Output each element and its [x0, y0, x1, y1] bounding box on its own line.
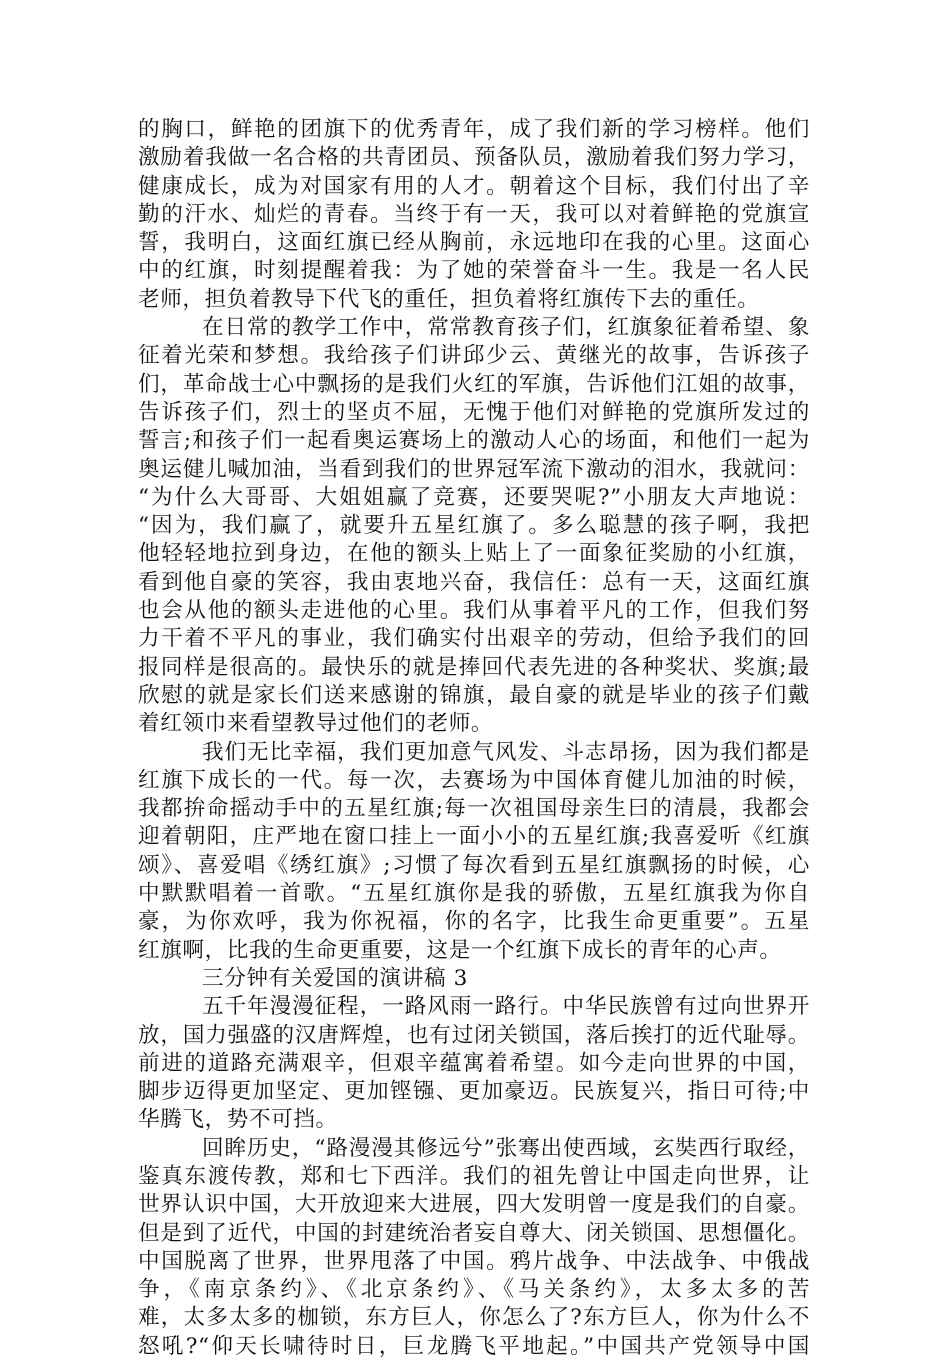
text-line: 回眸历史，“路漫漫其修远兮”张骞出使西域，玄奘西行取经， [202, 1135, 810, 1161]
text-line: “因为，我们赢了，就要升五星红旗了。多么聪慧的孩子啊，我把 [138, 513, 810, 539]
text-line: 前进的道路充满艰辛，但艰辛蕴寓着希望。如今走向世界的中国， [138, 1050, 810, 1076]
document-body-text [138, 116, 810, 1361]
text-line: 他轻轻地拉到身边，在他的额头上贴上了一面象征奖励的小红旗， [138, 541, 810, 567]
text-line: 的胸口，鲜艳的团旗下的优秀青年，成了我们新的学习榜样。他们 [138, 117, 810, 142]
text-line: 力干着不平凡的事业，我们确实付出艰辛的劳动，但给予我们的回 [138, 626, 810, 652]
text-line: 华腾飞，势不可挡。 [138, 1107, 338, 1133]
text-line: 红旗下成长的一代。每一次，去赛场为中国体育健儿加油的时候， [138, 767, 810, 793]
text-line: 告诉孩子们，烈士的坚贞不屈，无愧于他们对鲜艳的党旗所发过的 [138, 399, 810, 425]
text-line: 我们无比幸福，我们更加意气风发、斗志昂扬，因为我们都是 [202, 739, 810, 765]
text-line: 报同样是很高的。最快乐的就是捧回代表先进的各种奖状、奖旗;最 [138, 654, 810, 680]
text-line: 中的红旗，时刻提醒着我：为了她的荣誉奋斗一生。我是一名人民 [138, 258, 810, 284]
text-line: 放，国力强盛的汉唐辉煌，也有过闭关锁国，落后挨打的近代耻辱。 [138, 1022, 810, 1048]
text-line: 但是到了近代，中国的封建统治者妄自尊大、闭关锁国、思想僵化。 [138, 1220, 810, 1246]
text-line: 红旗啊，比我的生命更重要，这是一个红旗下成长的青年的心声。 [138, 937, 782, 963]
text-line: “为什么大哥哥、大姐姐赢了竞赛，还要哭呢?”小朋友大声地说： [138, 484, 810, 510]
text-line: 争，《南京条约》、《北京条约》、《马关条约》，太多太多的苦 [138, 1277, 810, 1303]
text-line: 勤的汗水、灿烂的青春。当终于有一天，我可以对着鲜艳的党旗宣 [138, 201, 810, 227]
text-line: 鉴真东渡传教，郑和七下西洋。我们的祖先曾让中国走向世界，让 [138, 1163, 810, 1189]
text-line: 豪，为你欢呼，我为你祝福，你的名字，比我生命更重要”。五星 [138, 909, 810, 935]
text-line: 誓言;和孩子们一起看奥运赛场上的激动人心的场面，和他们一起为 [138, 428, 810, 454]
text-line: 在日常的教学工作中，常常教育孩子们，红旗象征着希望、象 [202, 315, 810, 341]
text-line: 中默默唱着一首歌。“五星红旗你是我的骄傲，五星红旗我为你自 [138, 881, 810, 907]
text-line: 五千年漫漫征程，一路风雨一路行。中华民族曾有过向世界开 [202, 994, 810, 1020]
text-line: 怒吼?“仰天长啸待时日，巨龙腾飞平地起。”中国共产党领导中国 [138, 1333, 810, 1359]
text-line: 颂》、喜爱唱《绣红旗》;习惯了每次看到五星红旗飘扬的时候，心 [138, 852, 810, 878]
text-line: 着红领巾来看望教导过他们的老师。 [138, 711, 494, 737]
text-line: 激励着我做一名合格的共青团员、预备队员，激励着我们努力学习， [138, 145, 810, 171]
text-line: 也会从他的额头走进他的心里。我们从事着平凡的工作，但我们努 [138, 598, 810, 624]
text-line: 誓，我明白，这面红旗已经从胸前，永远地印在我的心里。这面心 [138, 230, 810, 256]
text-line: 们，革命战士心中飘扬的是我们火红的军旗，告诉他们江姐的故事， [138, 371, 810, 397]
text-line: 我都拚命摇动手中的五星红旗;每一次祖国母亲生曰的清晨，我都会 [138, 796, 810, 822]
text-line: 欣慰的就是家长们送来感谢的锦旗，最自豪的就是毕业的孩子们戴 [138, 682, 810, 708]
text-line: 老师，担负着教导下代飞的重任，担负着将红旗传下去的重任。 [138, 286, 760, 312]
text-line: 三分钟有关爱国的演讲稿 3 [202, 965, 468, 991]
text-line: 迎着朝阳，庄严地在窗口挂上一面小小的五星红旗;我喜爱听《红旗 [138, 824, 810, 850]
text-line: 看到他自豪的笑容，我由衷地兴奋，我信任：总有一天，这面红旗 [138, 569, 810, 595]
text-line: 难，太多太多的枷锁，东方巨人，你怎么了?东方巨人，你为什么不 [138, 1305, 810, 1331]
text-line: 中国脱离了世界，世界甩落了中国。鸦片战争、中法战争、中俄战 [138, 1248, 810, 1274]
text-line: 奥运健儿喊加油，当看到我们的世界冠军流下激动的泪水，我就问： [138, 456, 810, 482]
text-line: 征着光荣和梦想。我给孩子们讲邱少云、黄继光的故事，告诉孩子 [138, 343, 810, 369]
text-line: 世界认识中国，大开放迎来大进展，四大发明曾一度是我们的自豪。 [138, 1192, 810, 1218]
text-line: 健康成长，成为对国家有用的人才。朝着这个目标，我们付出了辛 [138, 173, 810, 199]
text-line: 脚步迈得更加坚定、更加铿镪、更加豪迈。民族复兴，指日可待;中 [138, 1079, 810, 1105]
